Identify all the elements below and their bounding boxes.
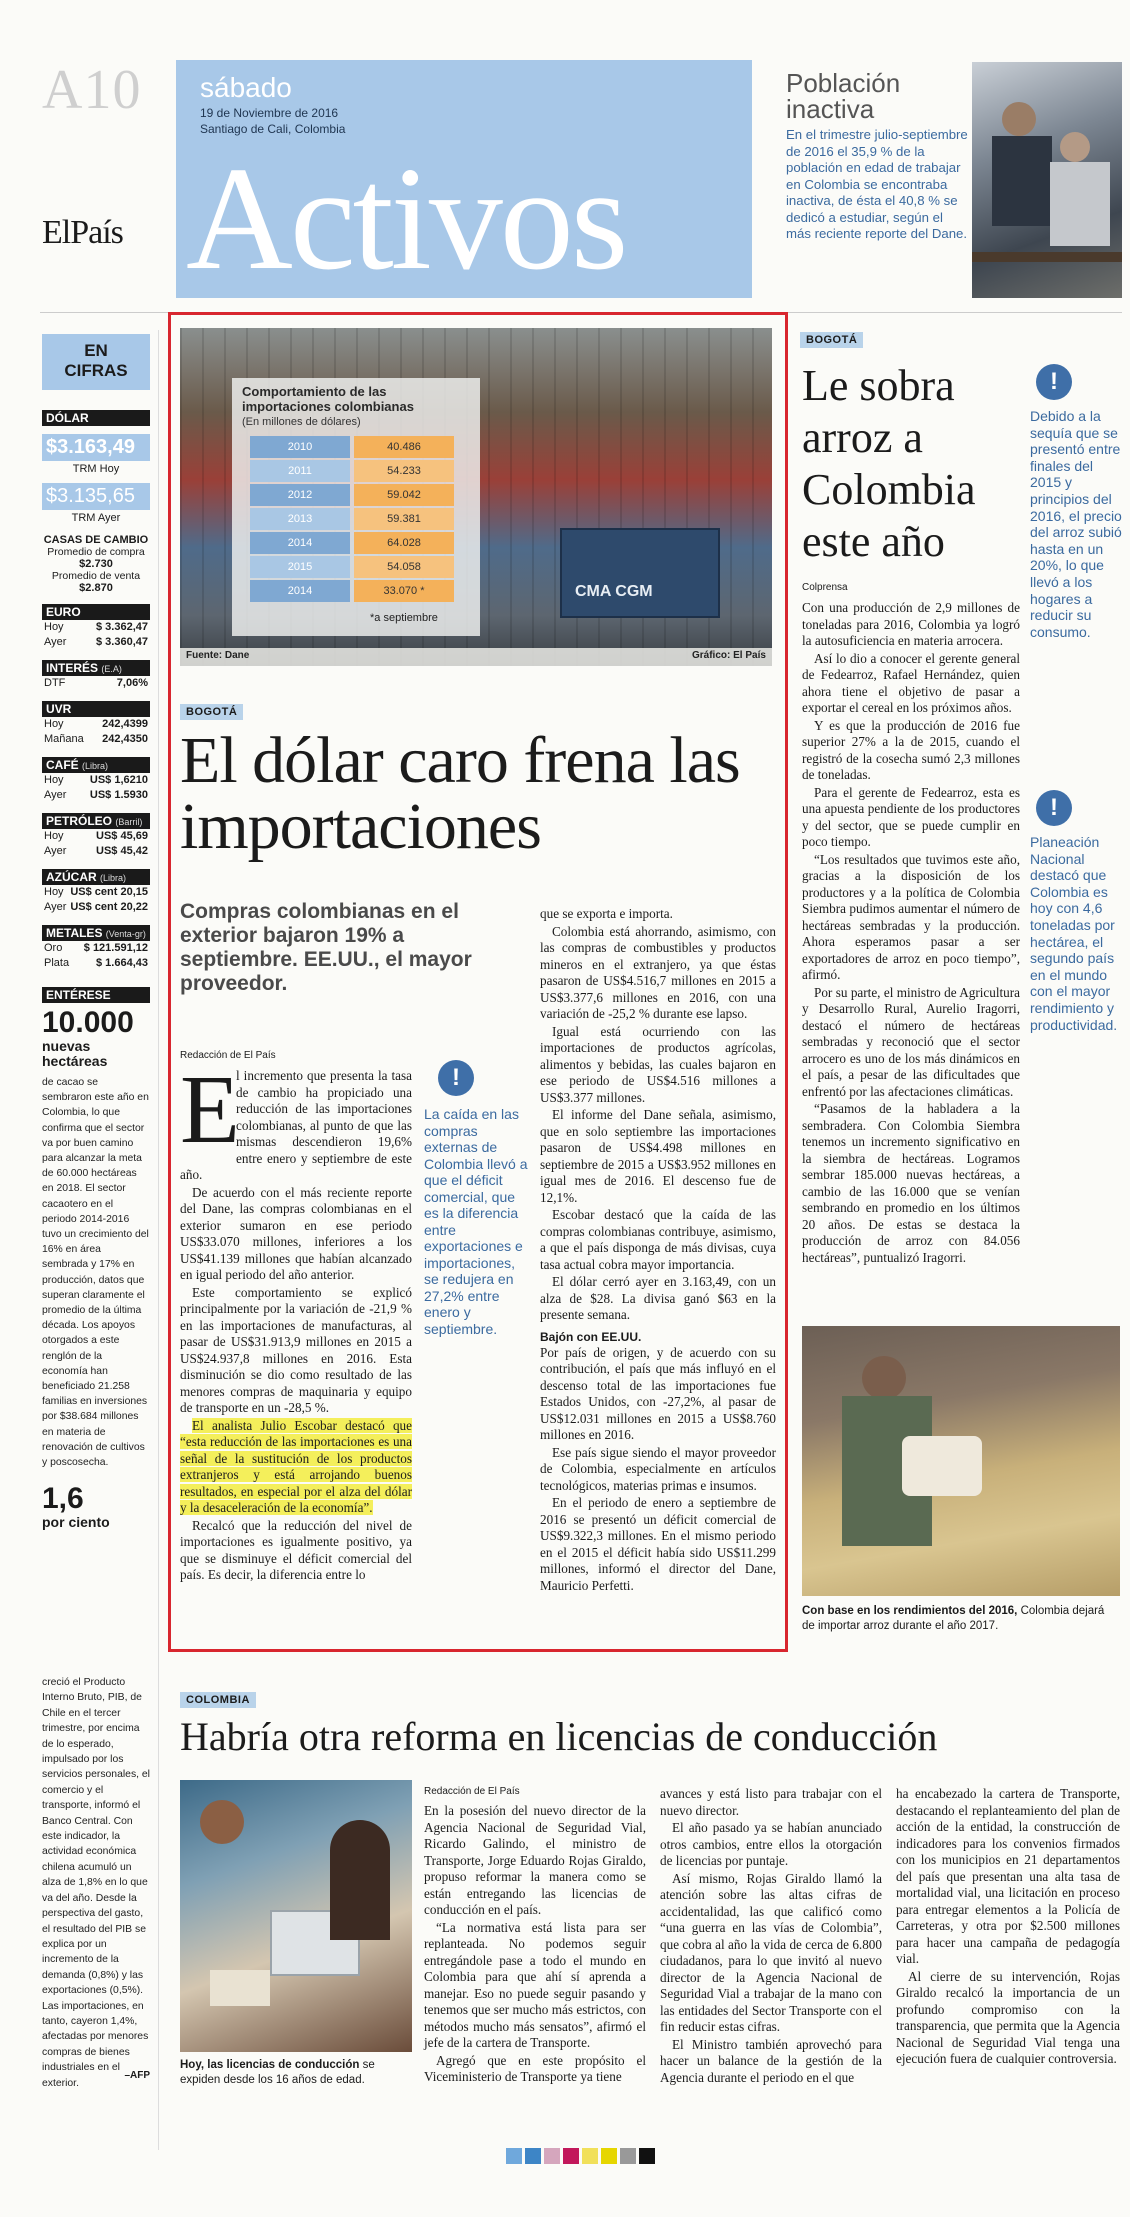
c3-subhead: Bajón con EE.UU.: [540, 1329, 642, 1344]
interes-row: DTF 7,06%: [44, 677, 148, 689]
metales-row: Plata $ 1.664,43: [44, 957, 148, 969]
uvr-row: Hoy 242,4399: [44, 718, 148, 730]
chart-row: [250, 508, 470, 530]
lic-c2-p1: avances y está listo para trabajar con el nuevo director.: [660, 1786, 882, 1818]
compra-value: $2.730: [79, 558, 113, 570]
licencias-photo: [180, 1780, 412, 2052]
metales-block: [42, 925, 150, 971]
venta-label: Promedio de venta: [51, 570, 141, 582]
trm-ayer-label: TRM Ayer: [71, 512, 121, 524]
c3-p9: En el periodo de enero a septiembre de 2016 se presentó un déficit comercial de US$9.322,3 millones. En el mismo periodo en el 2015 el déficit había sido US$11.299 millones, informó el director del Dane, Mauricio Perfetti.: [540, 1495, 776, 1593]
left-column-rule: [158, 330, 159, 2150]
enterese-text: de cacao se sembraron este año en Colombia, lo que confirma que el sector va por buen camino para alcanzar la meta de 60.000 hectáreas en 2018. El sector cacaotero en el periodo 2014-2016 tuvo un crecimiento del 16% en área sembrada y 17% en producción, datos que superan claramente el promedio de la última década. Los apoyos otorgados a este renglón de la economía han beneficiado 21.258 familias en inversiones por $38.684 millones en materia de renovación de cultivos y poscosecha.: [42, 1077, 149, 1469]
chart-value-label: 64.028: [354, 532, 454, 554]
rice-photo: [802, 1326, 1120, 1596]
azucar-block: [42, 869, 150, 915]
alert-icon-2: !: [1036, 364, 1072, 400]
licencias-caption-bold: Hoy, las licencias de conducción: [180, 2059, 360, 2071]
poblacion-photo: [972, 62, 1122, 298]
arroz-p6: Por su parte, el ministro de Agricultura y Desarrollo Rural, Aurelio Iragorri, destacó el número de hectáreas sembradas y reconoció que el sector arrocero es uno de los más dinámicos en el país, a pesar de las dificultades que enfrentó por las afectaciones climáticas.: [802, 984, 1020, 1099]
chart-category-label: 2013: [250, 508, 350, 530]
cafe-head: CAFÉ (Libra): [42, 757, 150, 773]
c3-p6: El dólar cerró ayer en 3.163,49, con un alza de $28. La divisa ganó $63 en la presente semana.: [540, 1274, 776, 1322]
lic-c2-p2: El año pasado ya se habían anunciado otros cambios, entre ellos la otorgación de licencias por puntaje.: [660, 1820, 882, 1868]
main-tag: [180, 702, 243, 720]
chart-category-label: 2014: [250, 532, 350, 554]
licencias-col-3: [896, 1786, 1120, 2069]
licencias-col-1: [424, 1803, 646, 2087]
petroleo-row: Hoy US$ 45,69: [44, 830, 148, 842]
color-registration-bar: [506, 2148, 658, 2164]
uvr-head: UVR: [42, 701, 150, 717]
chart-row: [250, 436, 470, 458]
brand-logo: ElPaís: [42, 214, 123, 251]
section-title: Activos: [186, 137, 626, 301]
page-number: A10: [42, 59, 142, 121]
chart-title: Comportamiento de las importaciones colombianas: [242, 384, 414, 414]
main-col-3: [540, 906, 776, 1595]
cafe-block: [42, 757, 150, 803]
pib-unit: por ciento: [42, 1514, 110, 1530]
trm-hoy-label: TRM Hoy: [72, 463, 120, 475]
c3-p3: Igual está ocurriendo con las importaciones de productos agrícolas, alimentos y bebidas, las cuales bajaron en ese periodo de US$4.516 millones a US$3.377 millones.: [540, 1023, 776, 1105]
interes-head: INTERÉS (E.A): [42, 660, 150, 676]
chart-footer-bar: [180, 648, 772, 666]
en-cifras-box: [42, 334, 150, 390]
azucar-head: AZÚCAR (Libra): [42, 869, 150, 885]
poblacion-text: En el trimestre julio-septiembre de 2016 el 35,9 % de la población en edad de trabajar en Colombia se encontraba inactiva, de ésta el 40,8 % se dedicó a estudiar, según el más reciente reporte del Dane.: [786, 127, 968, 241]
main-p5: Recalcó que la reducción del nivel de importaciones es igualmente positivo, ya que se disminuye el déficit comercial del país. Es decir, la diferencia entre lo: [180, 1517, 412, 1582]
licencias-caption-rest: se expiden desde los 16 años de edad.: [180, 2059, 375, 2086]
petroleo-row: Ayer US$ 45,42: [44, 845, 148, 857]
chart-value-label: 54.058: [354, 556, 454, 578]
main-p1: l incremento que presenta la tasa de cambio ha propiciado una reducción de las importaciones colombianas, al punto de que las mismas descendieron 19,6% entre enero y septiembre de este año.: [180, 1068, 412, 1182]
c3-p5: Escobar destacó que la caída de las compras colombianas contribuye, asimismo, a que el país disponga de más divisas, cuya tasa actual cobra mayor importancia.: [540, 1207, 776, 1272]
main-p4-highlight: El analista Julio Escobar destacó que “esta reducción de las importaciones es una señal de la sustitución de los productos extranjeros y está arrojando buenos resultados, en especial por el alza del dólar y la desaceleración de la economía”.: [180, 1417, 412, 1515]
lic-c1-p2: “La normativa está lista para ser replanteada. No podemos seguir entregándole pase a todo el mundo en Colombia para que ahí sí aprenda a manejar. Eso no puede seguir pasando y tenemos que ser mucho más estrictos, con métodos mucho más sensatos”, afirmó el jefe de la cartera de Transporte.: [424, 1919, 646, 2050]
rice-caption-bold: Con base en los rendimientos del 2016,: [802, 1605, 1018, 1617]
masthead-date: 19 de Noviembre de 2016: [200, 106, 339, 120]
licencias-tag: [180, 1690, 256, 1708]
licencias-tag-label: COLOMBIA: [180, 1692, 256, 1708]
c3-p1: que se exporta e importa.: [540, 906, 673, 921]
venta-value: $2.870: [79, 582, 113, 594]
lic-c2-p4: El Ministro también aprovechó para hacer un balance de la gestión de la Agencia durante el periodo en el que: [660, 2036, 882, 2085]
container-label: CMA CGM: [575, 583, 653, 600]
c3-p7: Por país de origen, y de acuerdo con su contribución, el país que más influyó en el descenso total de las importaciones fue Estados Unidos, con -27,2%, al pasar de US$12.031 millones en 2015 a US$8.760 millones en 2016.: [540, 1344, 776, 1442]
trm-hoy-value: $3.163,49: [42, 434, 150, 461]
euro-row: Ayer $ 3.360,47: [44, 636, 148, 648]
chart-value-label: 40.486: [354, 436, 454, 458]
arroz-tag-label: BOGOTÁ: [800, 332, 863, 348]
chart-category-label: 2011: [250, 460, 350, 482]
lic-c3-p2: Al cierre de su intervención, Rojas Giraldo recalcó la importancia de un profundo compromiso con la transparencia, que permita que la Agencia Nacional de Seguridad Vial tenga una ejecución fuera de cualquier controversia.: [896, 1968, 1120, 2066]
rice-caption: [802, 1604, 1120, 1634]
petroleo-head: PETRÓLEO (Barril): [42, 813, 150, 829]
chart-row: [250, 532, 470, 554]
chart-value-label: 33.070 *: [354, 580, 454, 602]
main-p4: [180, 1418, 412, 1517]
chart-row: [250, 580, 470, 602]
licencias-headline: Habría otra reforma en licencias de conducción: [180, 1714, 938, 1759]
arroz-side-note-2: Planeación Nacional destacó que Colombia es hoy con 4,6 toneladas por hectárea, el segundo país en el mundo con el mayor rendimiento y productividad.: [1030, 834, 1118, 1033]
drop-cap: E: [180, 1056, 240, 1164]
arroz-p7: “Pasamos de la habladera a la sembradera. Con Colombia Siembra tenemos un incremento significativo en la siembra de hectáreas. Logramos sembrar 185.000 nuevas hectáreas, a cambio de las 16.000 que se venían sembrando en promedio en los últimos 20 años. De estas se destaca la producción de arroz con 84.056 hectáreas”, puntualizó Iragorri.: [802, 1101, 1020, 1265]
lic-c2-p3: Así mismo, Rojas Giraldo llamó la atención sobre las altas cifras de accidentalidad, las que calificó como “una guerra en las vías de Colombia”, que cobra al año la vida de cerca de 6.800 ciudadanos, para lo que invitó al nuevo director de la Agencia Nacional de Seguridad Vial a trabajar de la mano con las entidades del Sector Transporte con el fin reducir estas cifras.: [660, 1870, 882, 2034]
main-pullquote: La caída en las compras externas de Colombia llevó a que el déficit comercial, que es la diferencia entre exportaciones e importaciones, se redujera en 27,2% entre enero y septiembre.: [424, 1106, 528, 1337]
en-cifras-title-2: CIFRAS: [64, 361, 128, 380]
en-cifras-title-1: EN: [84, 341, 108, 360]
container-block: [560, 528, 720, 618]
main-byline: Redacción de El País: [180, 1050, 276, 1061]
chart-category-label: 2015: [250, 556, 350, 578]
main-tag-label: BOGOTÁ: [180, 704, 243, 720]
main-p3: Este comportamiento se explicó principalmente por la variación de -21,9 % en las importaciones de manufacturas, al pasar de US$31.913,9 millones en 2015 a US$24.937,8 millones en 2016. Esta disminución se dio como resultado de las menores compras de maquinaria y equipo de transporte en un -28,5 %.: [180, 1284, 412, 1415]
licencias-col-2: [660, 1786, 882, 2087]
rice-caption-rest: Colombia dejará de importar arroz durante el año 2017.: [802, 1605, 1105, 1632]
alert-icon-3: !: [1036, 790, 1072, 826]
main-col-1: [180, 1056, 412, 1585]
main-subhead: Compras colombianas en el exterior bajaron 19% a septiembre. EE.UU., el mayor proveedor.: [180, 900, 472, 995]
enterese-head: ENTÉRESE: [42, 987, 150, 1003]
enterese-unit: nuevas hectáreas: [42, 1038, 108, 1069]
metales-head: METALES (Venta-gr): [42, 925, 150, 941]
lic-c1-p1: En la posesión del nuevo director de la Agencia Nacional de Seguridad Vial, Ricardo Galindo, el ministro de Transporte, Jorge Eduardo Rojas Giraldo, propuso reformar la manera como se están entregando las licencias de conducción en el país.: [424, 1803, 646, 1917]
chart-row: [250, 484, 470, 506]
main-p2: De acuerdo con el más reciente reporte del Dane, las compras colombianas en el exterior sumaron en ese periodo US$33.070 millones, inferiores a los US$41.139 millones que habían alcanzado en igual periodo del año anterior.: [180, 1184, 412, 1282]
dolar-head: DÓLAR: [42, 410, 150, 426]
chart-credit: Gráfico: El País: [692, 650, 766, 661]
chart-row: [250, 556, 470, 578]
trm-ayer-value: $3.135,65: [42, 483, 150, 510]
casas-title: CASAS DE CAMBIO: [43, 534, 149, 546]
chart-source: Fuente: Dane: [186, 650, 250, 661]
chart-category-label: 2014: [250, 580, 350, 602]
pib-number: 1,6: [42, 1482, 84, 1515]
licencias-byline: Redacción de El País: [424, 1786, 520, 1797]
c3-p8: Ese país sigue siendo el mayor proveedor de Colombia, especialmente en artículos tecnológicos, materias primas e insumos.: [540, 1444, 776, 1493]
masthead-day: sábado: [200, 72, 292, 103]
cifras-column: [42, 410, 150, 1540]
euro-block: [42, 604, 150, 650]
cafe-row: Ayer US$ 1.5930: [44, 789, 148, 801]
cafe-row: Hoy US$ 1,6210: [44, 774, 148, 786]
chart-value-label: 59.042: [354, 484, 454, 506]
arroz-p4: Para el gerente de Fedearroz, esta es una apuesta pendiente de los productores y del sector, que se puede cumplir en poco tiempo.: [802, 784, 1020, 849]
chart-value-label: 54.233: [354, 460, 454, 482]
masthead-banner: [176, 60, 752, 301]
c3-p2: Colombia está ahorrando, asimismo, con las compras de combustibles y productos mineros en el extranjero, ya que éstas pasaron de US$4.516,7 millones en 2015 a US$3.377,6 millones en 2016, con una variación de -25,2 % durante ese lapso.: [540, 923, 776, 1021]
petroleo-block: [42, 813, 150, 859]
arroz-headline: Le sobra arroz a Colombia este año: [802, 361, 976, 566]
arroz-p5: “Los resultados que tuvimos este año, gracias a la disposición de los productores y a la política de Colombia Siembra pudimos aumentar el número de hectáreas sembradas y la producción. Ahora esperamos pasar a ser exportadores de arroz en poco tiempo”, afirmó.: [802, 851, 1020, 982]
chart-category-label: 2010: [250, 436, 350, 458]
arroz-p2: Así lo dio a conocer el gerente general de Fedearroz, Rafael Hernández, quien ahora tiene el objetivo de pasar a exportar el cereal en los próximos años.: [802, 650, 1020, 715]
lic-c3-p1: ha encabezado la cartera de Transporte, destacando el replanteamiento del plan de acción de la entidad, la construcción de indicadores para los convenios firmados con los municipios en 21 departamentos del país que presentan una alta tasa de mortalidad vial, una licitación en proceso para entregar elementos a la Policía de Carreteras, y otra por $2.500 millones para hacer una campaña de pedagogía vial.: [896, 1786, 1120, 1966]
poblacion-title: Población inactiva: [786, 68, 901, 124]
pib-text: creció el Producto Interno Bruto, PIB, de Chile en el tercer trimestre, por encima de lo esperado, impulsado por los servicios personales, el comercio y el transporte, informó el Banco Central. Con este indicador, la actividad económica chilena acumuló un alza de 1,8% en lo que va del año. Desde la perspectiva del gasto, el resultado del PIB se explica por un incremento de la demanda (0,8%) y las exportaciones (0,5%). Las importaciones, en tanto, cayeron 1,4%, afectadas por menores compras de bienes industriales en el exterior.: [42, 1677, 150, 2089]
c3-p4: El informe del Dane señala, asimismo, que en solo septiembre las importaciones pasaron de US$4.498 millones en septiembre de 2015 a US$3.952 millones en igual mes de 2016. El descenso fue de 12,1%.: [540, 1107, 776, 1205]
arroz-p1: Con una producción de 2,9 millones de toneladas para 2016, Colombia ya logró la autosuficiencia en materia arrocera.: [802, 600, 1020, 648]
euro-head: EURO: [42, 604, 150, 620]
euro-row: Hoy $ 3.362,47: [44, 621, 148, 633]
masthead-place: Santiago de Cali, Colombia: [200, 122, 346, 136]
chart-category-label: 2012: [250, 484, 350, 506]
arroz-body: [802, 600, 1020, 1267]
alert-icon: !: [438, 1060, 474, 1096]
azucar-row: Ayer US$ cent 20,22: [44, 901, 148, 913]
arroz-source: Colprensa: [802, 582, 848, 593]
chart-footnote: *a septiembre: [370, 612, 438, 624]
licencias-caption: [180, 2058, 412, 2088]
chart-value-label: 59.381: [354, 508, 454, 530]
azucar-row: Hoy US$ cent 20,15: [44, 886, 148, 898]
arroz-side-note-1: Debido a la sequía que se presentó entre finales del 2015 y principios del 2016, el precio del arroz subió hasta en un 20%, lo que llevó a los hogares a reducir su consumo.: [1030, 408, 1122, 640]
metales-row: Oro $ 121.591,12: [44, 942, 148, 954]
compra-label: Promedio de compra: [47, 546, 145, 558]
interes-block: [42, 660, 150, 691]
pib-source: –AFP: [124, 2070, 150, 2081]
lic-c1-p3: Agregó que en este propósito el Viceministerio de Transporte ya tiene: [424, 2052, 646, 2084]
uvr-block: [42, 701, 150, 747]
chart-subtitle: (En millones de dólares): [242, 416, 361, 428]
main-headline: El dólar caro frena las importaciones: [180, 724, 740, 863]
uvr-row: Mañana 242,4350: [44, 733, 148, 745]
chart-row: [250, 460, 470, 482]
chart-photo: [180, 328, 772, 666]
arroz-tag: [800, 330, 863, 348]
chart-rows: [250, 436, 470, 604]
enterese-number: 10.000: [42, 1006, 134, 1039]
arroz-p3: Y es que la producción de 2016 fue superior 27% a la de 2015, cuando el registró de la cosecha sumó 2,3 millones de toneladas.: [802, 717, 1020, 782]
